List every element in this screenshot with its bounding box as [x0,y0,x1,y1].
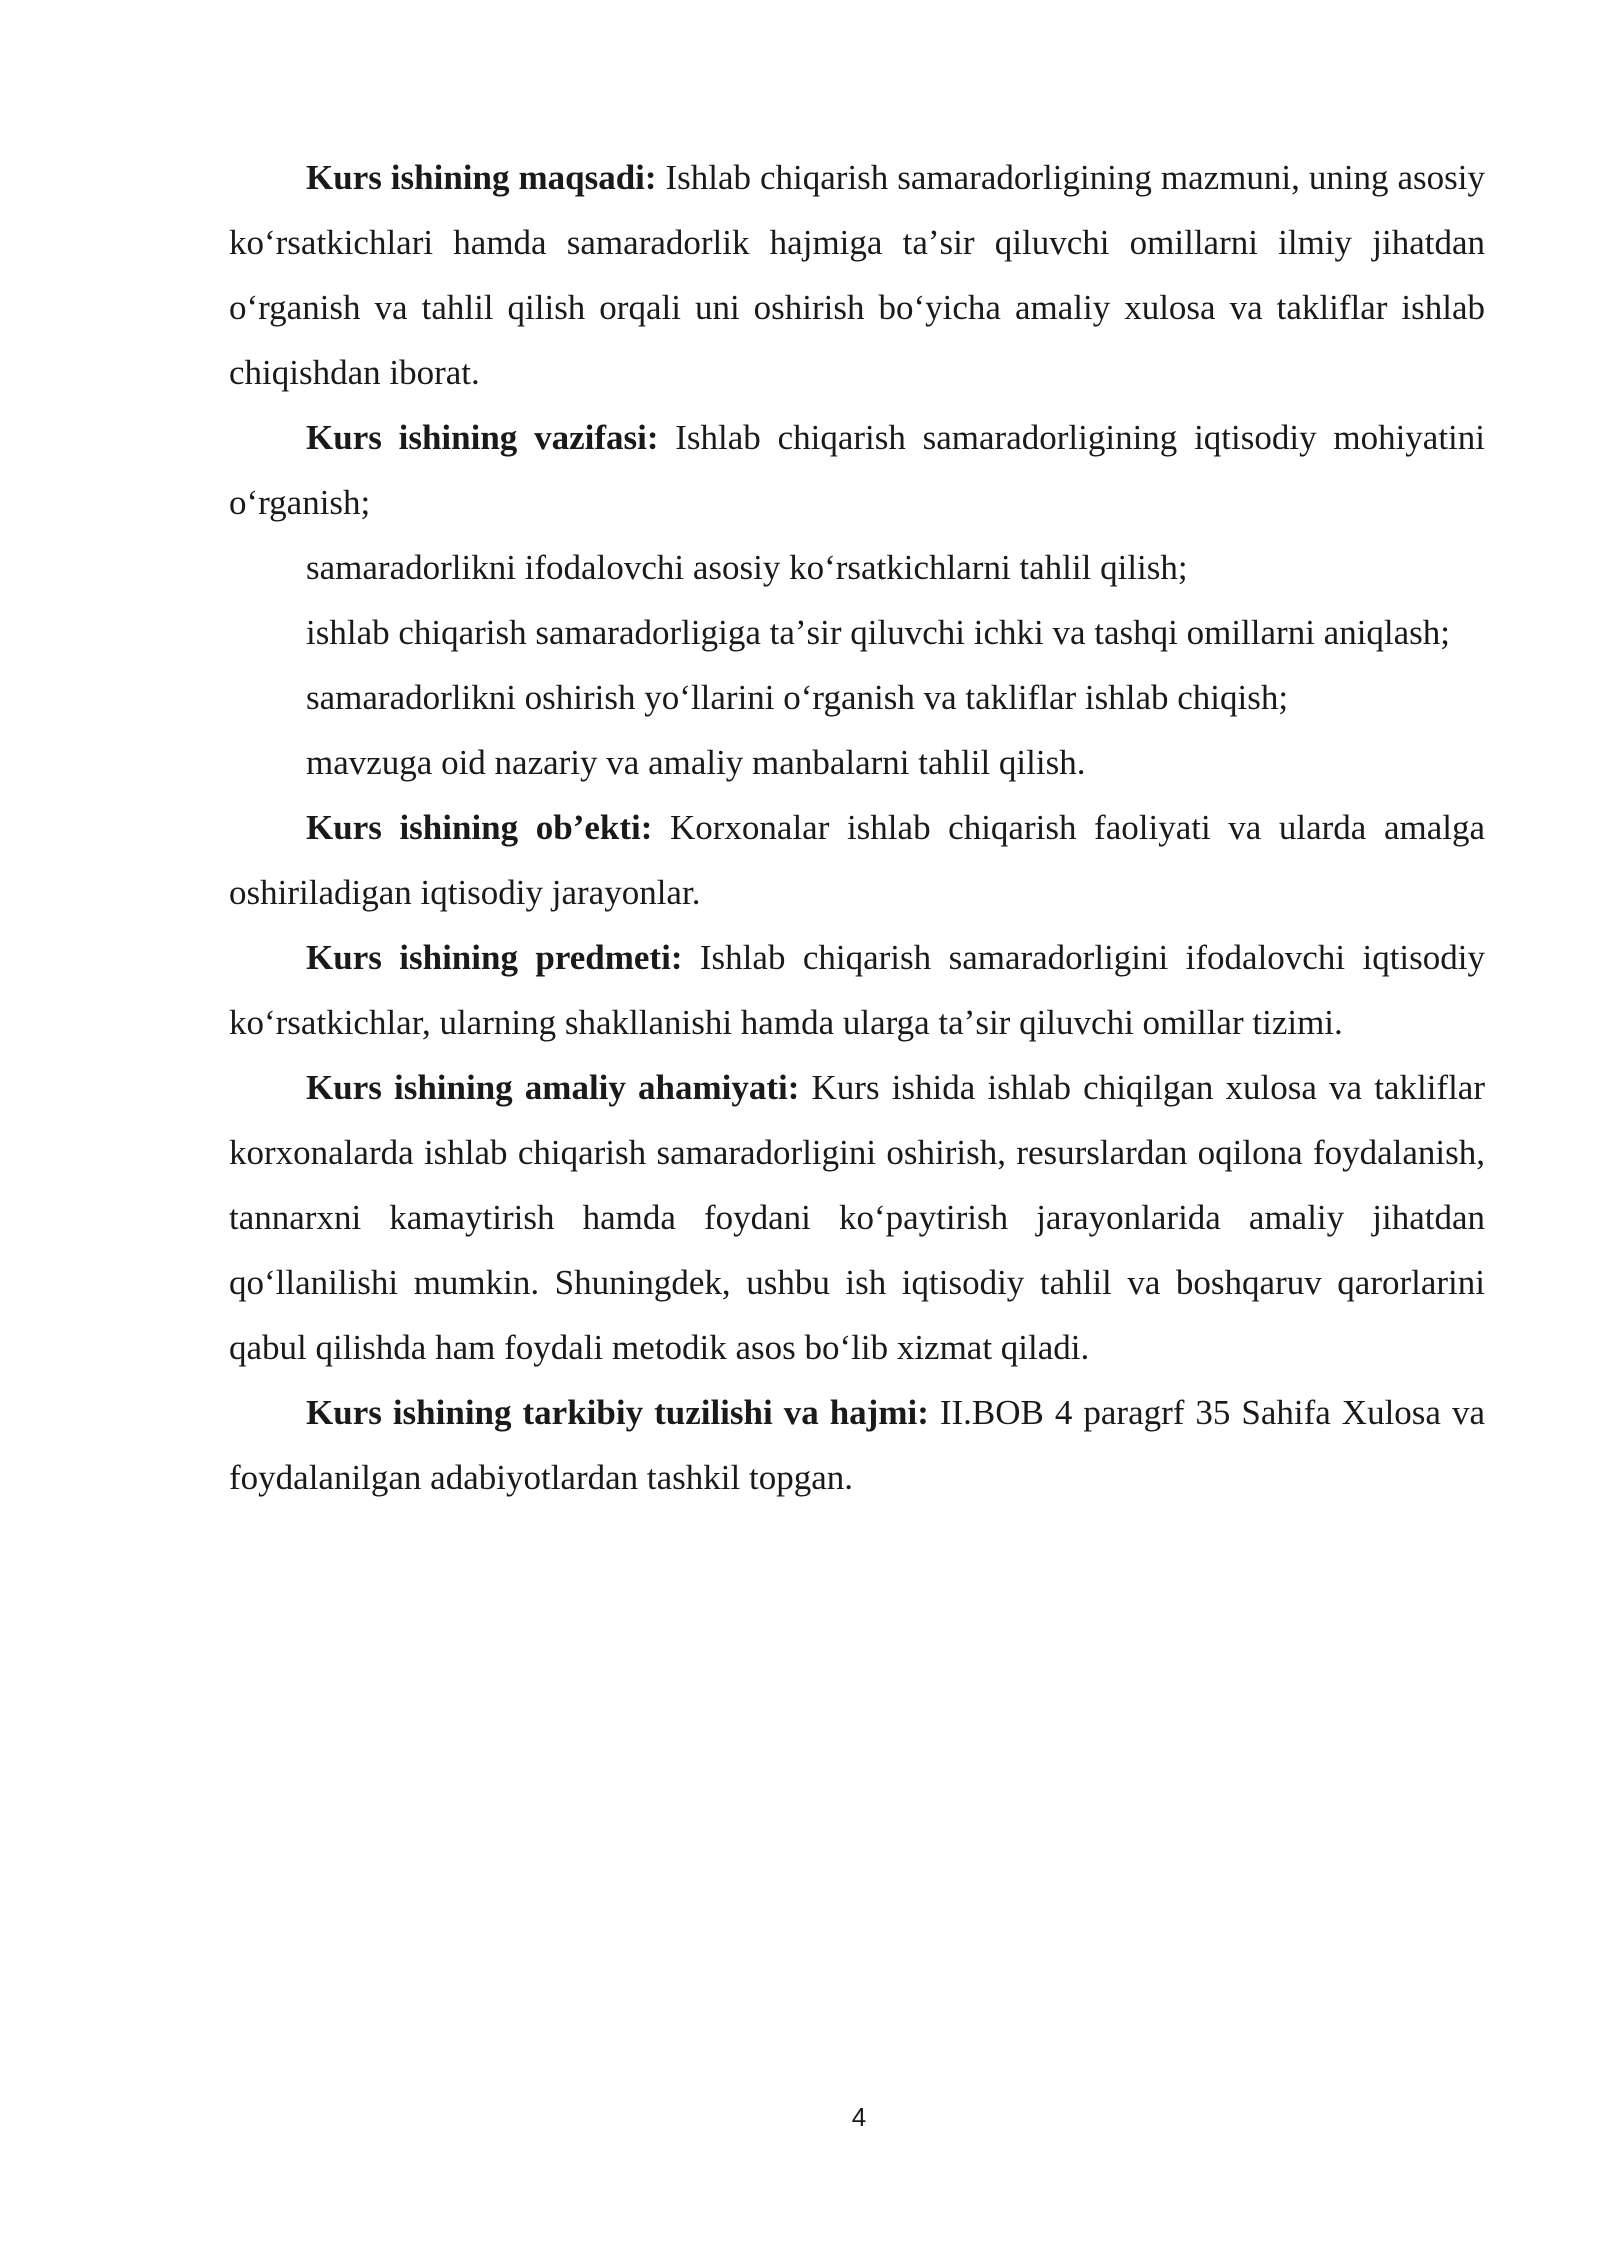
task-item [229,730,1485,795]
paragraph-text: Ishlab chiqarish samaradorligini ifodalovchi iqtisodiy koʻrsatkichlar, ularning shakllanishi hamda ularga taʼsir qiluvchi omillar tizimi. [229,938,1485,1042]
paragraph-object [229,795,1485,925]
paragraph-label: Kurs ishining predmeti: [306,938,683,977]
document-page [229,145,1485,1510]
paragraph-label: Kurs ishining obʼekti: [306,808,653,847]
paragraph-practical-importance [229,1055,1485,1380]
paragraph-text: Ishlab chiqarish samaradorligining iqtisodiy mohiyatini oʻrganish; [229,418,1486,522]
task-item [229,600,1485,665]
paragraph-subject [229,925,1485,1055]
task-item [229,665,1485,730]
paragraph-text: ishlab chiqarish samaradorligiga taʼsir qiluvchi ichki va tashqi omillarni aniqlash; [306,613,1451,652]
paragraph-label: Kurs ishining vazifasi: [306,418,659,457]
paragraph-structure [229,1380,1485,1510]
task-item [229,535,1485,600]
paragraph-tasks [229,405,1485,535]
paragraph-text: Korxonalar ishlab chiqarish faoliyati va ularda amalga oshiriladigan iqtisodiy jarayonlar. [229,808,1485,912]
paragraph-label: Kurs ishining tarkibiy tuzilishi va hajmi: [306,1393,929,1432]
paragraph-label: Kurs ishining amaliy ahamiyati: [306,1068,800,1107]
paragraph-text: samaradorlikni oshirish yoʻllarini oʻrganish va takliflar ishlab chiqish; [306,678,1289,717]
paragraph-text: Kurs ishida ishlab chiqilgan xulosa va takliflar korxonalarda ishlab chiqarish samaradorligini oshirish, resurslardan oqilona foydalanish, tannarxni kamaytirish hamda foydani koʻpaytirish jarayonlarida amaliy jihatdan qoʻllanilishi mumkin. Shuningdek, ushbu ish iqtisodiy tahlil va boshqaruv qarorlarini qabul qilishda ham foydali metodik asos boʻlib xizmat qiladi. [229,1068,1485,1367]
paragraph-goal [229,145,1485,405]
paragraph-text: II.BOB 4 paragrf 35 Sahifa Xulosa va foydalanilgan adabiyotlardan tashkil topgan. [229,1393,1485,1497]
page-number: 4 [851,2102,867,2132]
paragraph-text: samaradorlikni ifodalovchi asosiy koʻrsatkichlarni tahlil qilish; [306,548,1188,587]
paragraph-text: Ishlab chiqarish samaradorligining mazmuni, uning asosiy koʻrsatkichlari hamda samaradorlik hajmiga taʼsir qiluvchi omillarni ilmiy jihatdan oʻrganish va tahlil qilish orqali uni oshirish boʻyicha amaliy xulosa va takliflar ishlab chiqishdan iborat. [229,158,1486,392]
paragraph-text: mavzuga oid nazariy va amaliy manbalarni tahlil qilish. [306,743,1086,782]
paragraph-label: Kurs ishining maqsadi: [306,158,657,197]
